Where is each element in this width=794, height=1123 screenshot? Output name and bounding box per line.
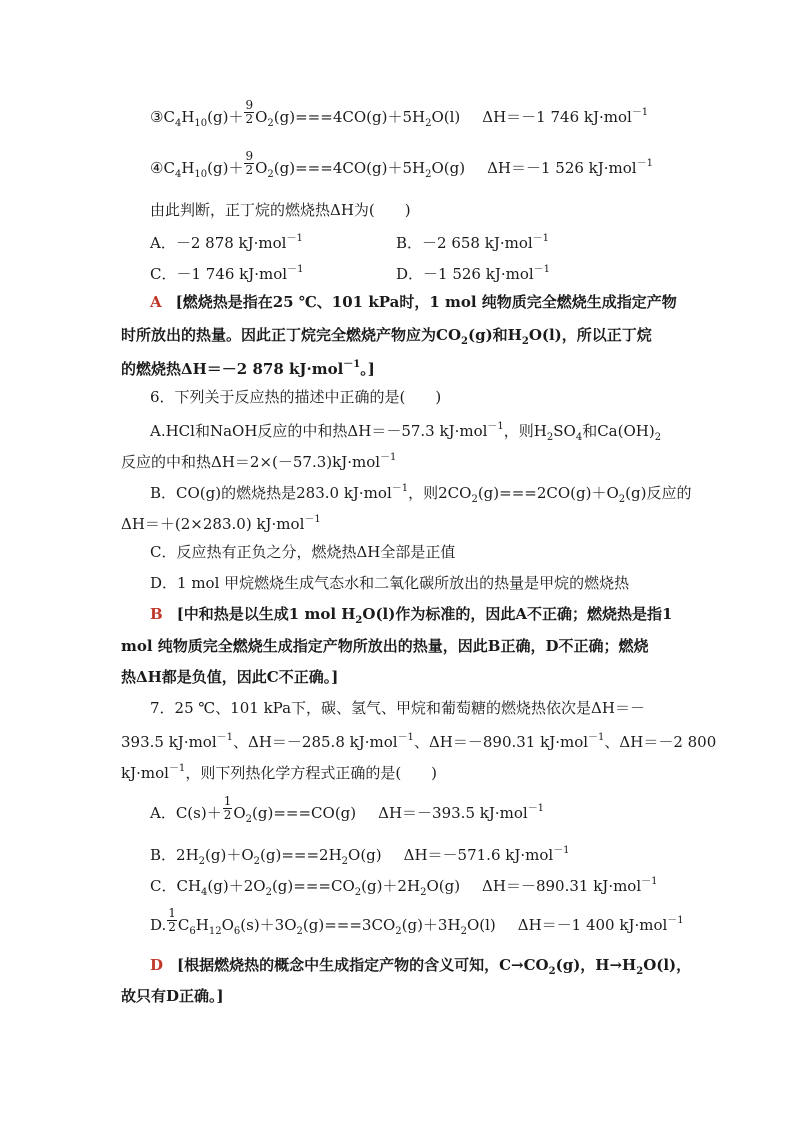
answer-6: B xyxy=(150,605,163,623)
option-6c: C．反应热有正负之分，燃烧热ΔH全部是正值 xyxy=(150,543,456,561)
fraction-9-2: $\frac{9}{2}$ xyxy=(245,148,254,177)
option-5b: B．－2 658 kJ·mol$^{-1}$ xyxy=(396,233,550,252)
answer-5: A xyxy=(150,293,162,311)
explanation-7-line-1: D [根据燃烧热的概念中生成指定产物的含义可知，$C\to CO_2(g)$，$H\to H_2O(l)$， xyxy=(150,956,692,977)
equation-3: $③C_4H_{10}(g)+$ $\frac{9}{2}$ $O_2(g)===4CO(g)+5H_2O(l)$ ΔH＝－1 746 kJ·mol$^{-1}$ xyxy=(150,97,649,129)
question-5-stem: 由此判断，正丁烷的燃烧热ΔH为( ) xyxy=(150,201,411,219)
option-6a-line-2: 反应的中和热ΔH＝2×(－57.3)kJ·mol$^{-1}$ xyxy=(121,452,397,471)
fraction-1-2: $\frac{1}{2}$ xyxy=(223,793,232,822)
explanation-5-line-2: 时所放出的热量。因此正丁烷完全燃烧产物应为$CO_2(g)$和$H_2O(l)$，所以正丁烷 xyxy=(121,326,652,347)
question-6-stem: 6．下列关于反应热的描述中正确的是( ) xyxy=(150,388,442,406)
option-6b-line-1: B．CO(g)的燃烧热是283.0 kJ·mol$^{-1}$，则$2CO_2(g)===2CO(g)+O_2(g)$反应的 xyxy=(150,483,692,505)
option-7a: A．C(s)＋ $\frac{1}{2}$ $O_2(g)===CO(g)$ ΔH＝－393.5 kJ·mol$^{-1}$ xyxy=(150,793,545,825)
question-7-stem-line-2: 393.5 kJ·mol$^{-1}$、ΔH＝－285.8 kJ·mol$^{-1}$、ΔH＝－890.31 kJ·mol$^{-1}$、ΔH＝－2 800 xyxy=(121,732,717,751)
option-6a-line-1: A.HCl和NaOH反应的中和热ΔH＝－57.3 kJ·mol$^{-1}$，则$H_2SO_4$和$Ca(OH)_2$ xyxy=(150,421,662,443)
explanation-6-line-2: mol 纯物质完全燃烧生成指定产物所放出的热量，因此B正确，D不正确；燃烧 xyxy=(121,637,649,655)
option-7c: C．$CH_4(g)+2O_2(g)===CO_2(g)+2H_2O(g)$ ΔH＝－890.31 kJ·mol$^{-1}$ xyxy=(150,876,658,898)
explanation-6-line-3: 热ΔH都是负值，因此C不正确。] xyxy=(121,668,339,686)
equation-4: $④C_4H_{10}(g)+$ $\frac{9}{2}$ $O_2(g)===4CO(g)+5H_2O(g)$ ΔH＝－1 526 kJ·mol$^{-1}$ xyxy=(150,148,653,180)
fraction-1-2: $\frac{1}{2}$ xyxy=(168,905,176,934)
explanation-5-line-3: 的燃烧热ΔH＝－2 878 kJ·mol$^{-1}$。] xyxy=(121,359,375,378)
fraction-9-2: $\frac{9}{2}$ xyxy=(245,97,254,126)
question-7-stem-line-1: 7．25 ℃、101 kPa下，碳、氢气、甲烷和葡萄糖的燃烧热依次是ΔH＝－ xyxy=(150,699,645,717)
option-7d: D. $\frac{1}{2}$ $C_6H_{12}O_6(s)+3O_2(g)===3CO_2(g)+3H_2O(l)$ ΔH＝－1 400 kJ·mol$^{-1}$ xyxy=(150,905,684,937)
option-7b: B．$2H_2(g)+O_2(g)===2H_2O(g)$ ΔH＝－571.6 kJ·mol$^{-1}$ xyxy=(150,845,570,867)
explanation-6-line-1: B [中和热是以生成1 mol $H_2O(l)$作为标准的，因此A不正确；燃烧热是指1 xyxy=(150,605,673,626)
answer-7: D xyxy=(150,956,164,974)
option-6b-line-2: ΔH＝＋(2×283.0) kJ·mol$^{-1}$ xyxy=(121,514,321,533)
option-5a: A．－2 878 kJ·mol$^{-1}$ xyxy=(150,233,303,252)
explanation-7-line-2: 故只有D正确。] xyxy=(121,987,224,1005)
option-5d: D．－1 526 kJ·mol$^{-1}$ xyxy=(396,264,551,283)
explanation-5-line-1: A [燃烧热是指在25 ℃、101 kPa时，1 mol 纯物质完全燃烧生成指定产物 xyxy=(150,293,677,311)
option-5c: C．－1 746 kJ·mol$^{-1}$ xyxy=(150,264,304,283)
question-7-stem-line-3: kJ·mol$^{-1}$，则下列热化学方程式正确的是( ) xyxy=(121,763,438,782)
option-6d: D．1 mol 甲烷燃烧生成气态水和二氧化碳所放出的热量是甲烷的燃烧热 xyxy=(150,574,630,592)
